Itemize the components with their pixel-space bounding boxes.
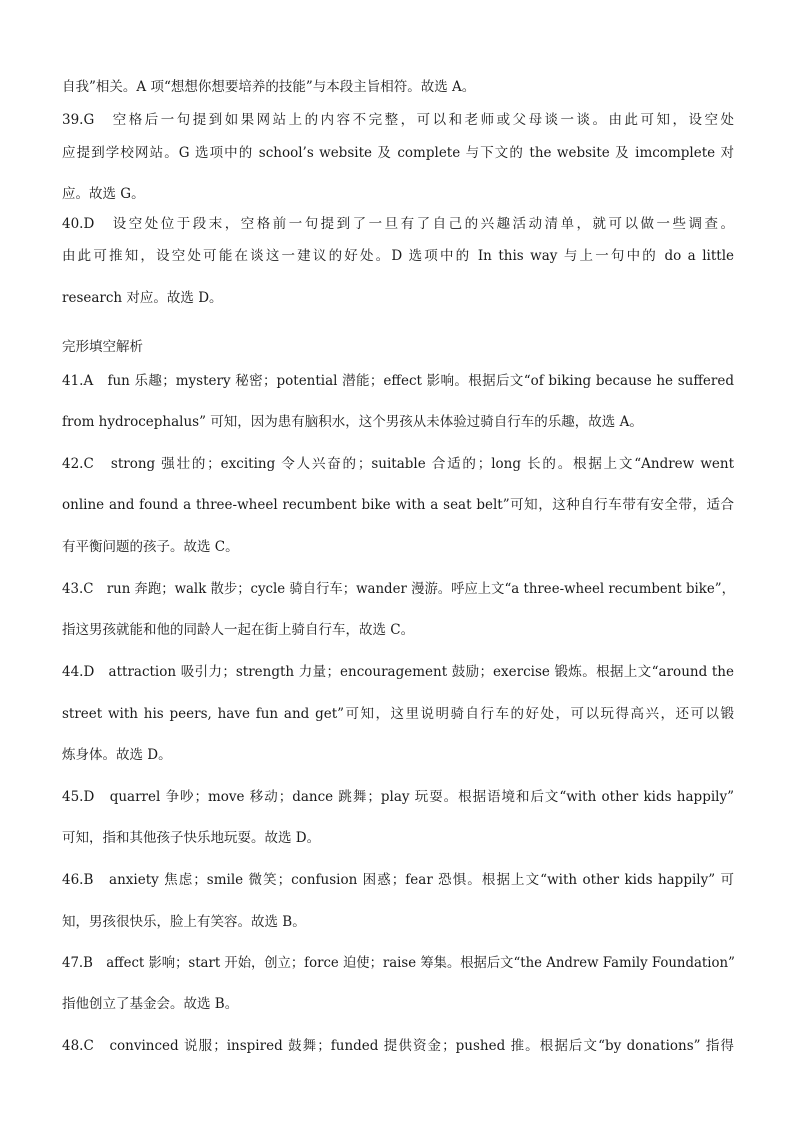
text-line: 指他创立了基金会。故选 B。 <box>62 996 239 1012</box>
text-line: street with his peers, have fun and get”可知，这里说明骑自行车的好处，可以玩得高兴，还可以锻 <box>62 706 734 722</box>
section-heading: 完形填空解析 <box>62 339 143 355</box>
text-line: 47.B affect 影响；start 开始，创立；force 迫使；raise 筹集。根据后文“the Andrew Family Foundation” <box>62 955 735 971</box>
text-line: 41.A fun 乐趣；mystery 秘密；potential 潜能；effect 影响。根据后文“of biking because he suffered <box>62 373 734 389</box>
text-line: 39.G 空格后一句提到如果网站上的内容不完整，可以和老师或父母谈一谈。由此可知，设空处 <box>62 112 734 128</box>
text-line: 45.D quarrel 争吵；move 移动；dance 跳舞；play 玩耍。根据语境和后文“with other kids happily” <box>62 789 734 805</box>
text-line: 有平衡问题的孩子。故选 C。 <box>62 539 239 555</box>
text-line: online and found a three-wheel recumbent bike with a seat belt”可知，这种自行车带有安全带，适合 <box>62 497 734 513</box>
text-line: 43.C run 奔跑；walk 散步；cycle 骑自行车；wander 漫游。呼应上文“a three-wheel recumbent bike”， <box>62 581 735 597</box>
text-line: 知，男孩很快乐，脸上有笑容。故选 B。 <box>62 914 306 930</box>
text-line: 应提到学校网站。G 选项中的 school’s website 及 complete 与下文的 the website 及 imcomplete 对 <box>62 145 734 161</box>
text-line: 42.C strong 强壮的；exciting 令人兴奋的；suitable 合适的；long 长的。根据上文“Andrew went <box>62 456 734 472</box>
text-line: 应。故选 G。 <box>62 186 145 202</box>
text-line: 由此可推知，设空处可能在谈这一建议的好处。D 选项中的 In this way 与上一句中的 do a little <box>62 248 734 264</box>
text-line: 指这男孩就能和他的同龄人一起在街上骑自行车，故选 C。 <box>62 622 415 638</box>
text-line: 48.C convinced 说服；inspired 鼓舞；funded 提供资金；pushed 推。根据后文“by donations” 指得 <box>62 1038 734 1054</box>
text-line: from hydrocephalus” 可知，因为患有脑积水，这个男孩从未体验过骑自行车的乐趣，故选 A。 <box>62 414 643 430</box>
text-line: 44.D attraction 吸引力；strength 力量；encouragement 鼓励；exercise 锻炼。根据上文“around the <box>62 664 734 680</box>
text-line: 可知，指和其他孩子快乐地玩耍。故选 D。 <box>62 830 321 846</box>
text-line: 46.B anxiety 焦虑；smile 微笑；confusion 困惑；fear 恐惧。根据上文“with other kids happily” 可 <box>62 872 734 888</box>
text-line: 40.D 设空处位于段末，空格前一句提到了一旦有了自己的兴趣活动清单，就可以做一些调查。 <box>62 216 734 232</box>
text-line: research 对应。故选 D。 <box>62 290 223 306</box>
text-line: 炼身体。故选 D。 <box>62 747 172 763</box>
text-line: 自我”相关。A 项“想想你想要培养的技能”与本段主旨相符。故选 A。 <box>62 79 476 95</box>
